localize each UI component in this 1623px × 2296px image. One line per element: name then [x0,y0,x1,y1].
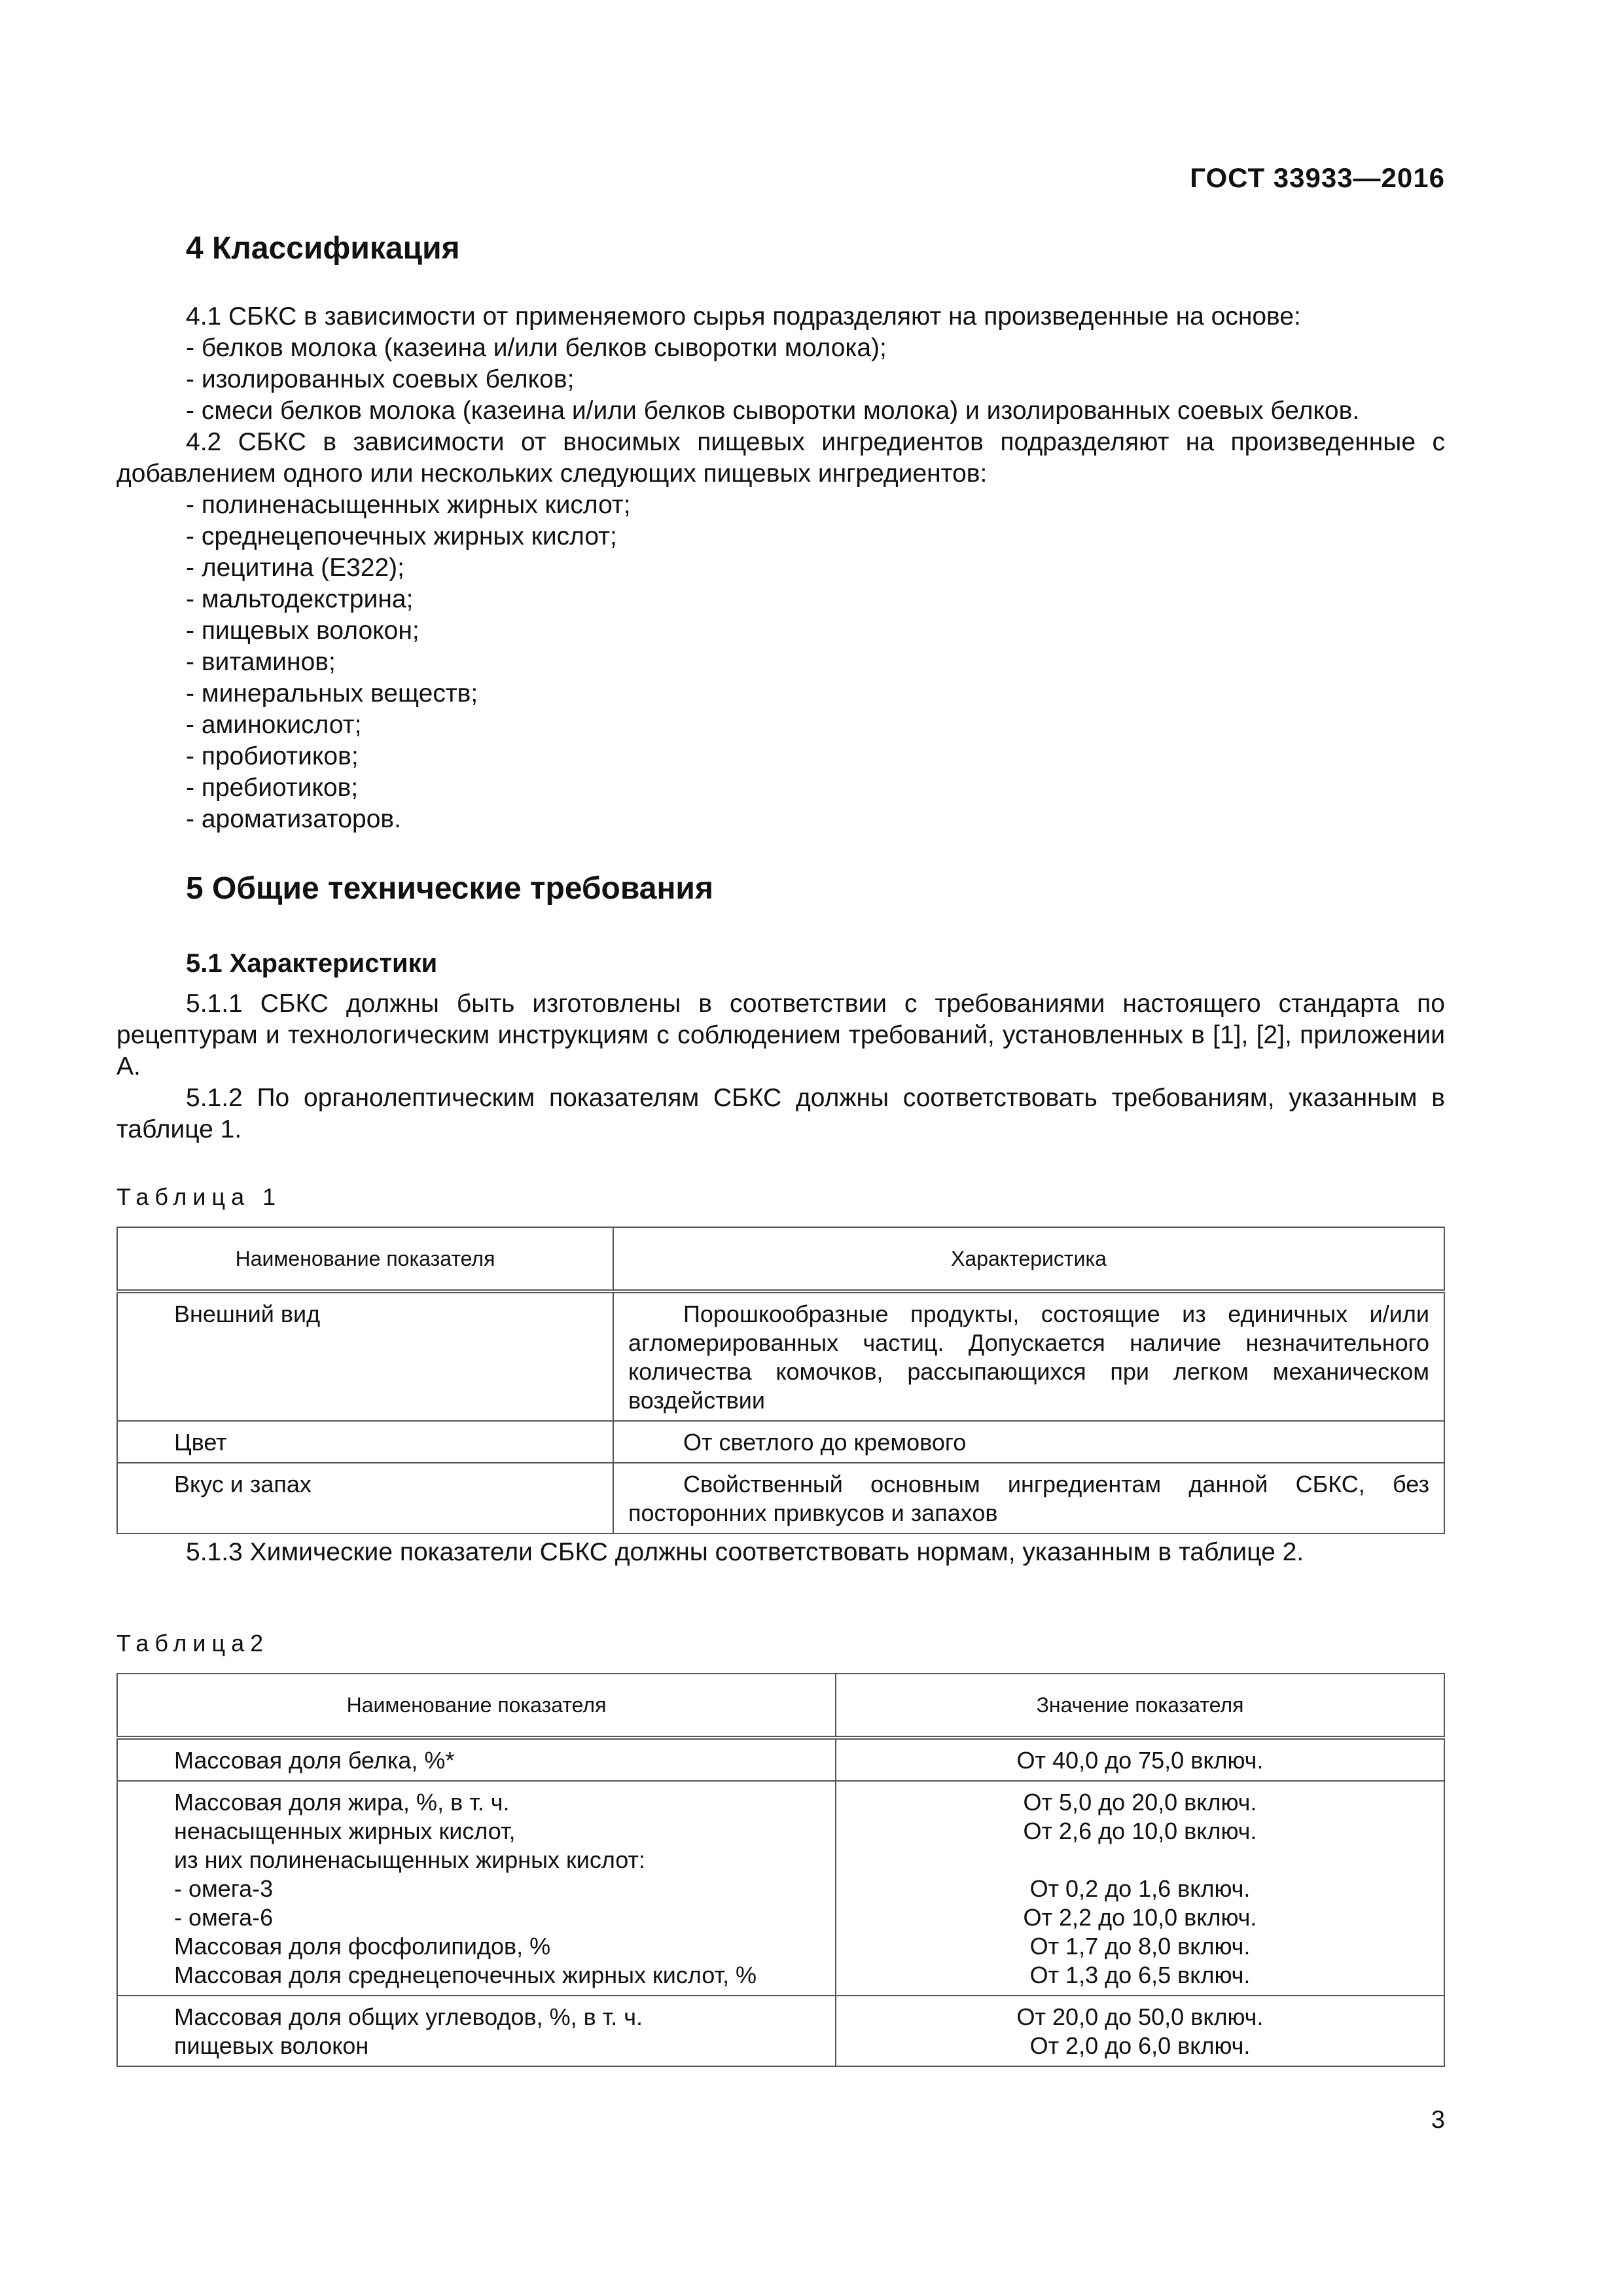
page-number: 3 [1431,2106,1445,2134]
indicator-name: Внешний вид [117,1291,613,1421]
indicator-name: - омега-3 [174,1875,274,1902]
list-item: - лецитина (Е322); [186,554,404,582]
list-item: - аминокислот; [186,711,362,739]
indicator-name: Массовая доля жира, %, в т. ч. [174,1789,510,1816]
indicator-value: От 2,0 до 6,0 включ. [1029,2032,1251,2059]
list-item: - полиненасыщенных жирных кислот; [186,491,631,519]
table-1 [116,1227,1445,1534]
list-item: - пищевых волокон; [186,617,419,645]
indicator-name: пищевых волокон [174,2032,369,2059]
list-item: - изолированных соевых белков; [186,365,575,393]
indicator-value: От 5,0 до 20,0 включ. [1023,1789,1257,1816]
list-item: - белков молока (казеина и/или белков сыворотки молока); [186,334,887,362]
column-header: Наименование показателя [117,1674,836,1738]
indicator-value: Свойственный основным ингредиентам данной СБКС, без посторонних привкусов и запахов [628,1471,1429,1526]
table-header-row [117,1674,1444,1738]
table-row [117,1463,1444,1534]
indicator-value: От 40,0 до 75,0 включ. [1016,1747,1264,1774]
paragraph-5-1-1: 5.1.1 СБКС должны быть изготовлены в соответствии с требованиями настоящего стандарта по рецептурам и технологическим инструкциям с соблюдением требований, установленных в [1], [2], приложении А. [116,990,1445,1081]
list-item: - смеси белков молока (казеина и/или белков сыворотки молока) и изолированных соевых белков. [186,397,1360,425]
paragraph-5-1-3-block [116,1537,1445,1568]
list-item: - пробиотиков; [186,742,359,770]
indicator-name: Массовая доля фосфолипидов, % [174,1933,551,1960]
paragraph-4-1: 4.1 СБКС в зависимости от применяемого сырья подразделяют на произведенные на основе: [186,302,1301,331]
indicator-value: От 1,7 до 8,0 включ. [1029,1933,1251,1960]
indicator-name: из них полиненасыщенных жирных кислот: [174,1846,645,1873]
table-1-label: Таблица 1 [116,1183,282,1210]
list-item: - витаминов; [186,648,336,676]
table-row [117,1781,1444,1996]
table-row [117,1996,1444,2066]
indicator-name: Цвет [117,1421,613,1463]
column-header: Значение показателя [836,1674,1444,1738]
indicator-value: От 20,0 до 50,0 включ. [1016,2003,1264,2030]
list-item: - мальтодекстрина; [186,585,414,613]
column-header: Наименование показателя [117,1227,613,1291]
indicator-value: От светлого до кремового [683,1429,967,1456]
indicator-name: Массовая доля среднецепочечных жирных кислот, % [174,1962,757,1988]
list-item: - ароматизаторов. [186,805,401,833]
section-4-title: 4 Классификация [186,231,460,266]
indicator-name: Массовая доля белка, %* [174,1747,455,1774]
table-2-label: Таблица2 [116,1630,270,1657]
indicator-name: Массовая доля общих углеводов, %, в т. ч. [174,2003,643,2030]
indicator-value: От 2,2 до 10,0 включ. [1023,1904,1257,1931]
paragraph-4-2: 4.2 СБКС в зависимости от вносимых пищевых ингредиентов подразделяют на произведенные с добавлением одного или нескольких следующих пищевых ингредиентов: [116,428,1445,488]
section-5-title: 5 Общие технические требования [186,871,713,906]
paragraph-5-1-2: 5.1.2 По органолептическим показателям СБКС должны соответствовать требованиям, указанным в таблице 1. [116,1084,1445,1143]
paragraph-5-1-3: 5.1.3 Химические показатели СБКС должны соответствовать нормам, указанным в таблице 2. [186,1538,1304,1566]
subsection-5-1-title: 5.1 Характеристики [186,949,438,978]
indicator-name: Вкус и запах [117,1463,613,1534]
list-item: - среднецепочечных жирных кислот; [186,522,617,550]
indicator-value: От 0,2 до 1,6 включ. [1029,1875,1251,1902]
list-item: - пребиотиков; [186,774,359,802]
section-4-body [116,301,1445,835]
indicator-name: - омега-6 [174,1904,274,1931]
table-2 [116,1673,1445,2067]
table-row [117,1291,1444,1421]
table-row [117,1421,1444,1463]
list-item: - минеральных веществ; [186,679,478,708]
indicator-value: От 1,3 до 6,5 включ. [1029,1962,1251,1988]
column-header: Характеристика [613,1227,1444,1291]
table-row [117,1738,1444,1781]
section-5-body [116,988,1445,1145]
indicator-value: Порошкообразные продукты, состоящие из единичных и/или агломерированных частиц. Допускается наличие незначительного количества комочков, рассыпающихся при легком механическом воздействии [628,1300,1429,1414]
indicator-value: От 2,6 до 10,0 включ. [1023,1818,1257,1844]
indicator-value [843,1846,1437,1874]
indicator-name: ненасыщенных жирных кислот, [174,1818,516,1844]
table-header-row [117,1227,1444,1291]
document-code: ГОСТ 33933—2016 [1190,162,1445,193]
